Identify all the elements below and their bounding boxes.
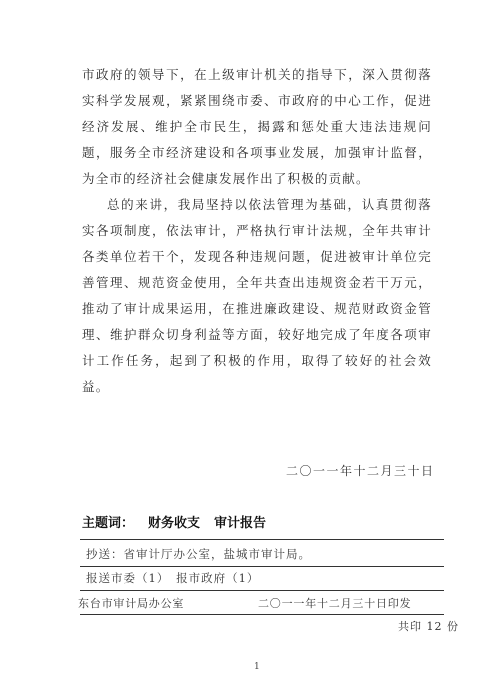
keywords-line (82, 512, 442, 531)
divider-rule (80, 590, 444, 591)
copies-count: 共印 12 份 (398, 620, 459, 633)
body-paragraph-2: 总的来讲，我局坚持以依法管理为基础，认真贯彻落实各项制度，依法审计，严格执行审计法规，全年共审计各类单位若干个，发现各种违规问题，促进被审计单位完善管理、规范资金使用，全年共查出违规资金若干万元，推动了审计成果运用，在推进廉政建设、规范财政资金管理、维护群众切身利益等方面，较好地完成了年度各项审计工作任务，起到了积极的作用，取得了较好的社会效益。 (82, 197, 432, 394)
page-number: 1 (254, 662, 260, 672)
document-body (82, 62, 432, 400)
body-paragraph-1: 市政府的领导下，在上级审计机关的指导下，深入贯彻落实科学发展观，紧紧围绕市委、市政府的中心工作，促进经济发展、维护全市民生，揭露和惩处重大违法违规问题，服务全市经济建设和各项事业发展，加强审计监督，为全市的经济社会健康发展作出了积极的贡献。 (82, 67, 432, 186)
keyword-term-1: 财务收支 (148, 516, 201, 531)
document-date: 二〇一一年十二月三十日 (286, 464, 435, 478)
divider-rule (80, 539, 444, 540)
cc-recipients: 抄送：省审计厅办公室，盐城市审计局。 (86, 547, 311, 561)
divider-rule (80, 614, 444, 615)
keyword-term-2: 审计报告 (214, 516, 267, 531)
issuing-office: 东台市审计局办公室 (78, 597, 185, 610)
keywords-label: 主题词： (82, 516, 135, 531)
report-recipients: 报送市委（1） 报市政府（1） (86, 571, 260, 585)
issue-date: 二〇一一年十二月三十日印发 (258, 597, 412, 610)
divider-rule (80, 566, 444, 567)
